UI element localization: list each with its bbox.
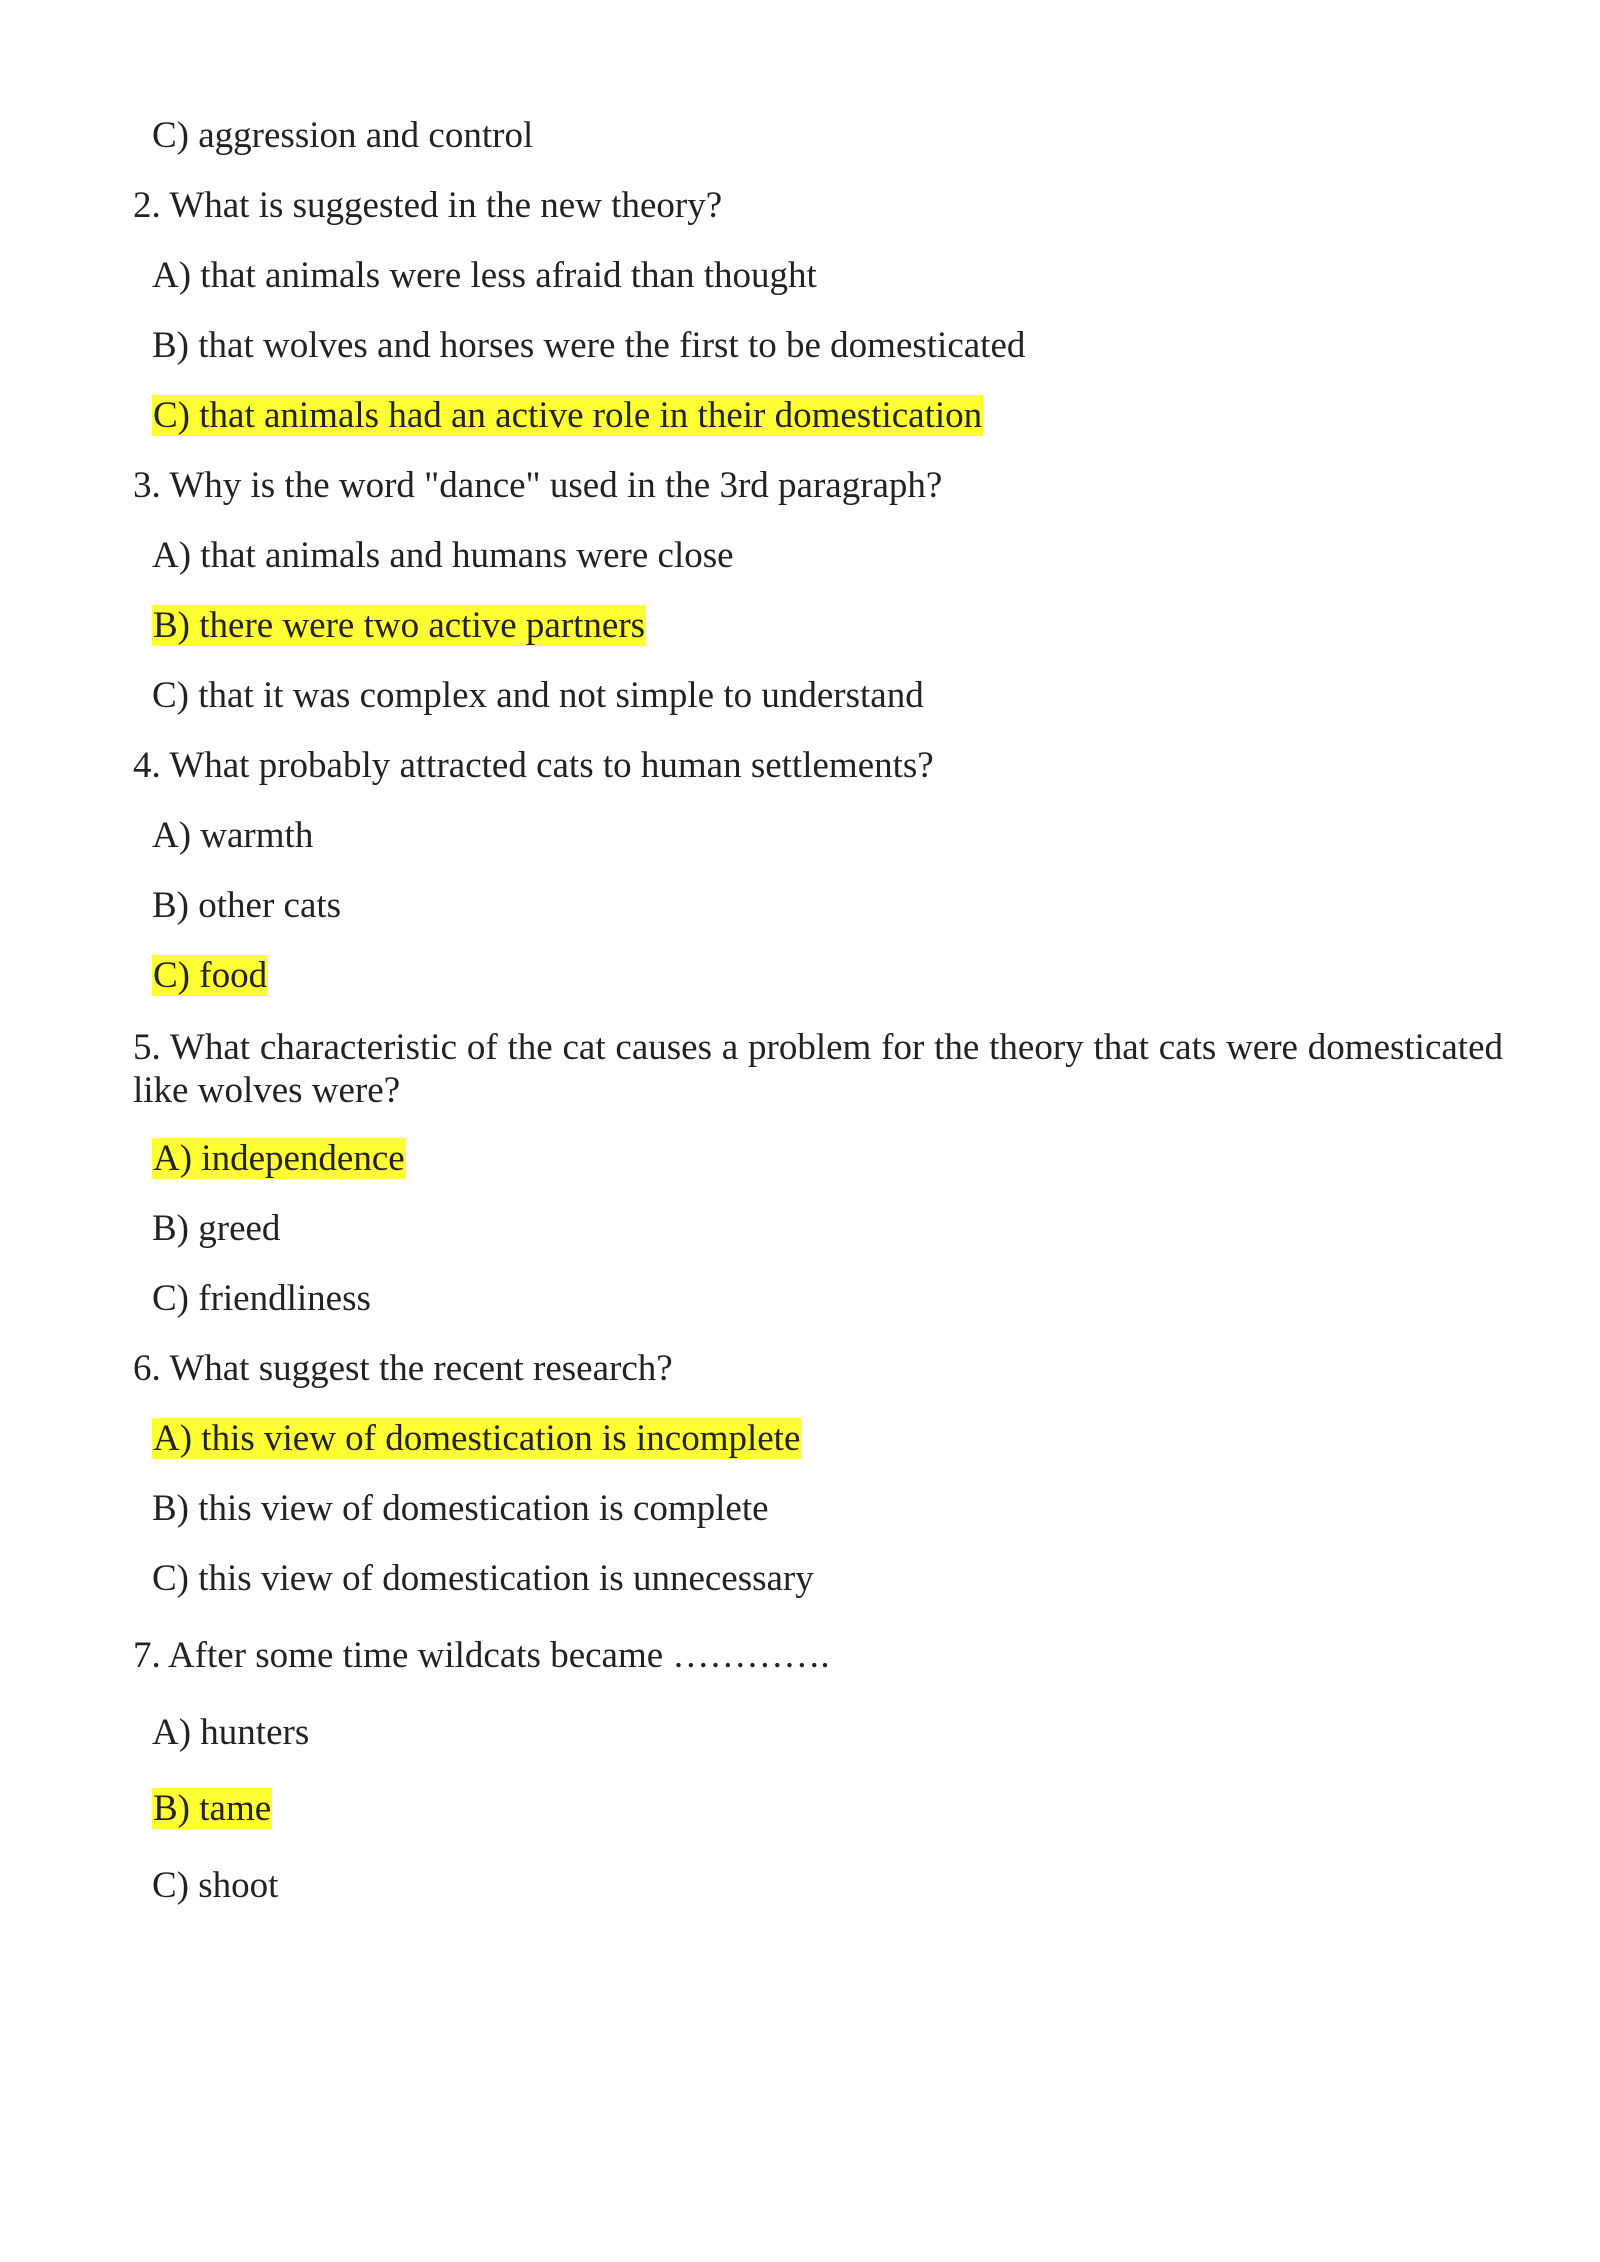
q4-option-a-text: A) warmth (152, 815, 314, 856)
q5-question: 5. What characteristic of the cat causes a problem for the theory that cats were domesticated like wolves were? (133, 1027, 1503, 1111)
q7-option-a-text: A) hunters (152, 1712, 310, 1753)
q6-option-b-text: B) this view of domestication is complete (152, 1488, 769, 1529)
q6-option-c-text: C) this view of domestication is unnecessary (152, 1558, 814, 1599)
q2-option-a-text: A) that animals were less afraid than thought (152, 255, 817, 296)
q6-option-a-highlighted-text: A) this view of domestication is incomplete (153, 1418, 801, 1459)
q6-option-b (152, 1487, 769, 1531)
q6-question-text: 6. What suggest the recent research? (133, 1348, 673, 1389)
q2-option-b (152, 324, 1025, 368)
q3-option-b-highlighted-text: B) there were two active partners (153, 605, 646, 646)
q4-option-b (152, 884, 341, 928)
q4-question (133, 744, 934, 788)
q2-option-b-text: B) that wolves and horses were the first to be domesticated (152, 325, 1026, 366)
q2-option-c-answer (152, 394, 983, 438)
q7-option-a (152, 1711, 309, 1755)
q7-question-text: 7. After some time wildcats became …………. (133, 1635, 830, 1676)
q4-question-text: 4. What probably attracted cats to human settlements? (133, 745, 934, 786)
q6-option-c (152, 1557, 814, 1601)
q7-option-c-text: C) shoot (152, 1865, 279, 1906)
q3-option-c (152, 674, 924, 718)
q2-option-c-highlighted-text: C) that animals had an active role in their domestication (153, 395, 983, 436)
q4-option-c-highlighted-text: C) food (153, 955, 268, 996)
q2-option-a (152, 254, 817, 298)
q6-option-a-answer (152, 1417, 801, 1461)
q5-option-a-answer (152, 1137, 406, 1181)
q5-option-c (152, 1277, 371, 1321)
q2-question-text: 2. What is suggested in the new theory? (133, 185, 723, 226)
q5-option-c-text: C) friendliness (152, 1278, 371, 1319)
q3-option-b-answer (152, 604, 646, 648)
q3-question-text: 3. Why is the word "dance" used in the 3rd paragraph? (133, 465, 943, 506)
q3-option-a (152, 534, 734, 578)
q7-question (133, 1634, 830, 1678)
q6-question (133, 1347, 673, 1391)
q1-option-c-text: C) aggression and control (152, 115, 534, 156)
q3-option-a-text: A) that animals and humans were close (152, 535, 734, 576)
q1-option-c (152, 114, 533, 158)
q5-option-a-highlighted-text: A) independence (153, 1138, 405, 1179)
q4-option-c-answer (152, 954, 268, 998)
q3-option-c-text: C) that it was complex and not simple to understand (152, 675, 924, 716)
q7-option-b-highlighted-text: B) tame (153, 1788, 272, 1829)
q5-option-b (152, 1207, 280, 1251)
q4-option-b-text: B) other cats (152, 885, 342, 926)
q7-option-c (152, 1864, 278, 1908)
q3-question (133, 464, 942, 508)
q4-option-a (152, 814, 313, 858)
q5-option-b-text: B) greed (152, 1208, 281, 1249)
q2-question (133, 184, 722, 228)
q7-option-b-answer (152, 1787, 272, 1831)
